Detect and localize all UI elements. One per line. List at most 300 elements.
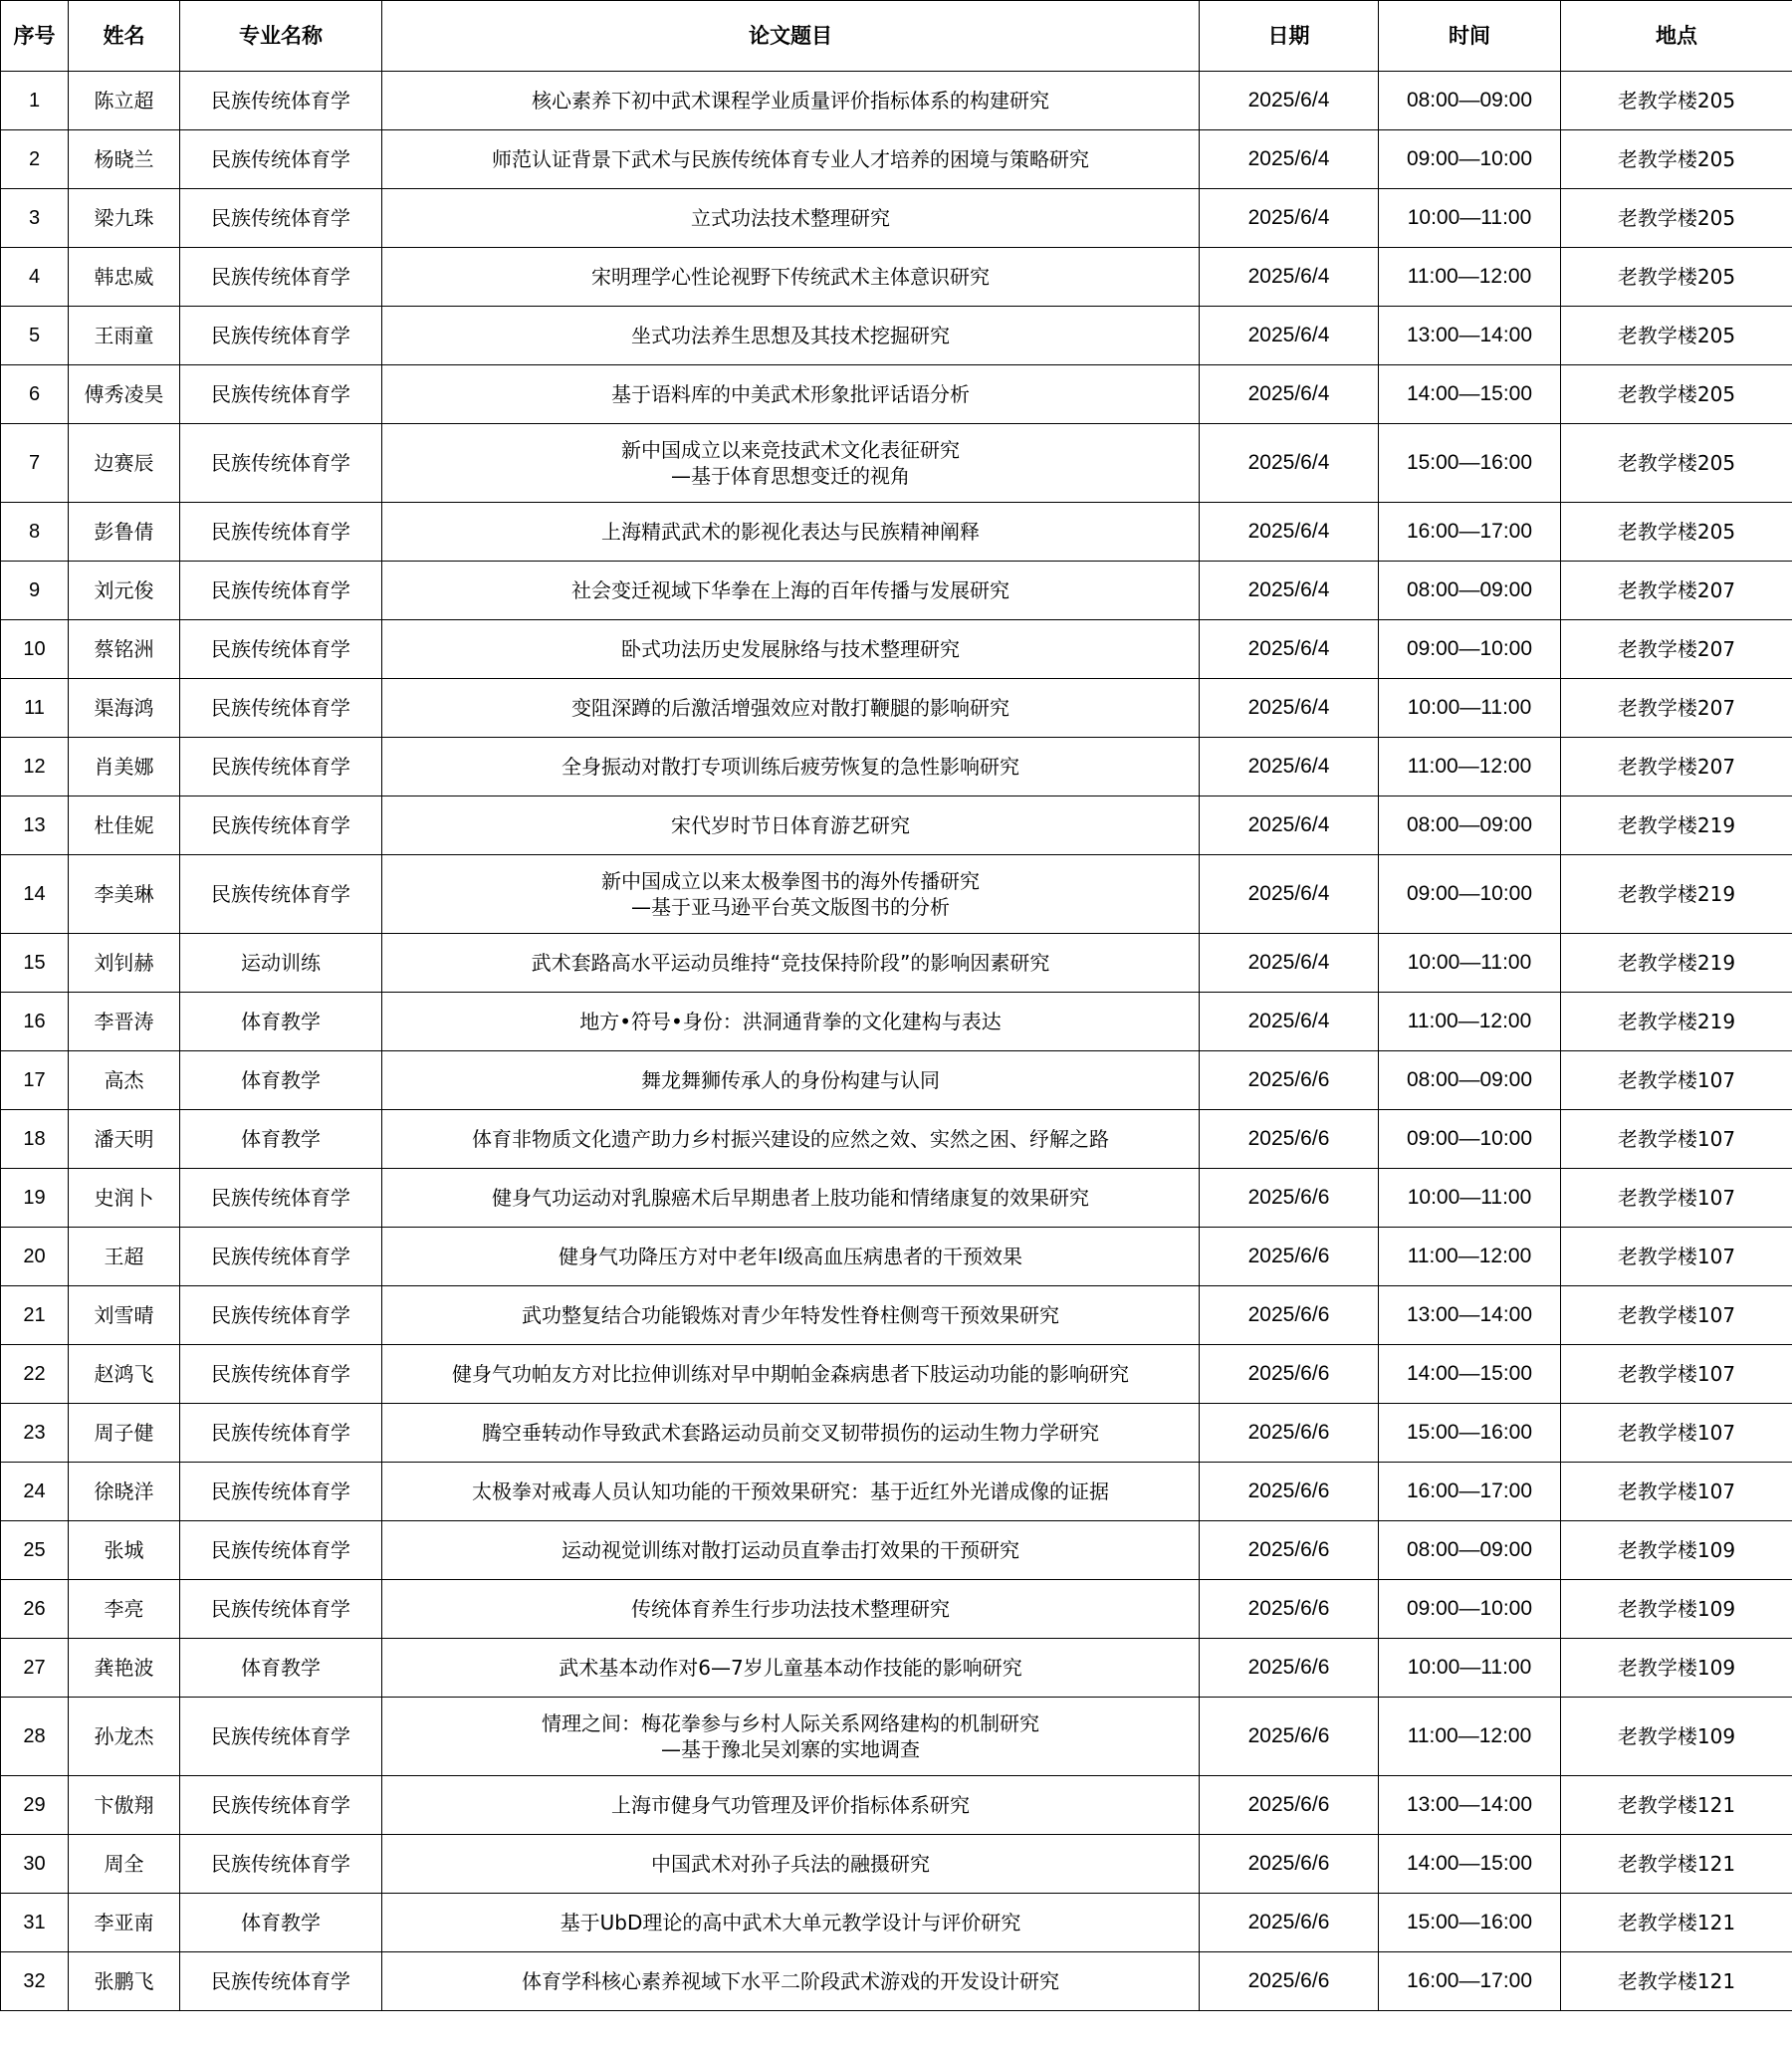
cell-index: 29 (1, 1776, 69, 1835)
cell-name: 刘雪晴 (69, 1286, 180, 1345)
cell-index: 25 (1, 1521, 69, 1580)
thesis-title-line: 社会变迁视域下华拳在上海的百年传播与发展研究 (571, 578, 1009, 602)
cell-date: 2025/6/4 (1200, 248, 1379, 307)
cell-date: 2025/6/4 (1200, 993, 1379, 1051)
header-time: 时间 (1379, 1, 1561, 72)
thesis-title-line: 健身气功运动对乳腺癌术后早期患者上肢功能和情绪康复的效果研究 (492, 1186, 1089, 1210)
cell-major: 民族传统体育学 (180, 1286, 382, 1345)
cell-time: 08:00—09:00 (1379, 562, 1561, 620)
thesis-title-line: 上海市健身气功管理及评价指标体系研究 (611, 1793, 970, 1817)
cell-thesis-title (382, 1952, 1200, 2011)
thesis-title-line: 立式功法技术整理研究 (691, 206, 890, 230)
cell-name: 杨晓兰 (69, 130, 180, 189)
cell-location: 老教学楼107 (1561, 1110, 1792, 1169)
cell-thesis-title (382, 1286, 1200, 1345)
cell-thesis-title (382, 796, 1200, 855)
table-row (1, 855, 1792, 934)
cell-major: 民族传统体育学 (180, 1345, 382, 1404)
cell-thesis-title (382, 503, 1200, 562)
cell-index: 17 (1, 1051, 69, 1110)
thesis-title-line: 全身振动对散打专项训练后疲劳恢复的急性影响研究 (561, 755, 1019, 779)
table-row (1, 738, 1792, 796)
cell-index: 12 (1, 738, 69, 796)
table-row (1, 679, 1792, 738)
table-row (1, 1835, 1792, 1894)
cell-index: 4 (1, 248, 69, 307)
cell-index: 21 (1, 1286, 69, 1345)
cell-time: 10:00—11:00 (1379, 934, 1561, 993)
thesis-title-line: 武术基本动作对6—7岁儿童基本动作技能的影响研究 (559, 1656, 1022, 1680)
cell-time: 13:00—14:00 (1379, 1286, 1561, 1345)
cell-location: 老教学楼207 (1561, 738, 1792, 796)
cell-major: 民族传统体育学 (180, 1776, 382, 1835)
cell-index: 30 (1, 1835, 69, 1894)
cell-index: 7 (1, 424, 69, 503)
cell-name: 梁九珠 (69, 189, 180, 248)
cell-location: 老教学楼121 (1561, 1776, 1792, 1835)
cell-name: 高杰 (69, 1051, 180, 1110)
cell-major: 民族传统体育学 (180, 1521, 382, 1580)
cell-location: 老教学楼107 (1561, 1345, 1792, 1404)
cell-name: 渠海鸿 (69, 679, 180, 738)
cell-name: 徐晓洋 (69, 1463, 180, 1521)
cell-time: 16:00—17:00 (1379, 503, 1561, 562)
cell-location: 老教学楼205 (1561, 130, 1792, 189)
cell-name: 史润卜 (69, 1169, 180, 1228)
cell-time: 08:00—09:00 (1379, 1521, 1561, 1580)
cell-location: 老教学楼219 (1561, 796, 1792, 855)
table-row (1, 307, 1792, 365)
cell-date: 2025/6/6 (1200, 1228, 1379, 1286)
cell-index: 19 (1, 1169, 69, 1228)
cell-date: 2025/6/4 (1200, 738, 1379, 796)
cell-index: 18 (1, 1110, 69, 1169)
cell-date: 2025/6/6 (1200, 1286, 1379, 1345)
cell-thesis-title (382, 1345, 1200, 1404)
cell-time: 13:00—14:00 (1379, 307, 1561, 365)
cell-date: 2025/6/4 (1200, 307, 1379, 365)
cell-name: 李亚南 (69, 1894, 180, 1952)
cell-location: 老教学楼207 (1561, 620, 1792, 679)
thesis-title-line: 基于UbD理论的高中武术大单元教学设计与评价研究 (560, 1911, 1021, 1934)
cell-date: 2025/6/6 (1200, 1345, 1379, 1404)
cell-location: 老教学楼205 (1561, 307, 1792, 365)
thesis-title-line: 宋明理学心性论视野下传统武术主体意识研究 (591, 265, 990, 289)
thesis-title-line: 坐式功法养生思想及其技术挖掘研究 (631, 324, 950, 347)
cell-time: 15:00—16:00 (1379, 1404, 1561, 1463)
cell-thesis-title (382, 738, 1200, 796)
cell-location: 老教学楼219 (1561, 934, 1792, 993)
cell-index: 16 (1, 993, 69, 1051)
cell-thesis-title (382, 1698, 1200, 1776)
cell-date: 2025/6/4 (1200, 130, 1379, 189)
thesis-title-line: 传统体育养生行步功法技术整理研究 (631, 1597, 950, 1621)
cell-location: 老教学楼109 (1561, 1521, 1792, 1580)
cell-location: 老教学楼205 (1561, 503, 1792, 562)
cell-name: 周全 (69, 1835, 180, 1894)
cell-time: 11:00—12:00 (1379, 738, 1561, 796)
header-name: 姓名 (69, 1, 180, 72)
thesis-title-line: 基于语料库的中美武术形象批评话语分析 (611, 382, 970, 406)
cell-location: 老教学楼121 (1561, 1894, 1792, 1952)
cell-name: 刘钊赫 (69, 934, 180, 993)
cell-time: 14:00—15:00 (1379, 365, 1561, 424)
table-row (1, 1345, 1792, 1404)
table-row (1, 424, 1792, 503)
thesis-title-line: 变阻深蹲的后激活增强效应对散打鞭腿的影响研究 (571, 696, 1009, 720)
cell-index: 24 (1, 1463, 69, 1521)
cell-name: 潘天明 (69, 1110, 180, 1169)
cell-name: 韩忠威 (69, 248, 180, 307)
cell-major: 民族传统体育学 (180, 248, 382, 307)
cell-name: 周子健 (69, 1404, 180, 1463)
cell-location: 老教学楼121 (1561, 1835, 1792, 1894)
thesis-title-line: 腾空垂转动作导致武术套路运动员前交叉韧带损伤的运动生物力学研究 (482, 1421, 1099, 1445)
cell-thesis-title (382, 1169, 1200, 1228)
cell-time: 09:00—10:00 (1379, 1580, 1561, 1639)
thesis-title-line: 体育学科核心素养视域下水平二阶段武术游戏的开发设计研究 (522, 1969, 1059, 1993)
cell-thesis-title (382, 1463, 1200, 1521)
cell-thesis-title (382, 1776, 1200, 1835)
cell-name: 李晋涛 (69, 993, 180, 1051)
cell-date: 2025/6/6 (1200, 1835, 1379, 1894)
table-row (1, 503, 1792, 562)
cell-index: 3 (1, 189, 69, 248)
cell-location: 老教学楼205 (1561, 248, 1792, 307)
cell-major: 民族传统体育学 (180, 189, 382, 248)
cell-index: 1 (1, 72, 69, 130)
thesis-title-line: 上海精武武术的影视化表达与民族精神阐释 (601, 520, 980, 544)
cell-date: 2025/6/4 (1200, 855, 1379, 934)
cell-index: 26 (1, 1580, 69, 1639)
table-row (1, 365, 1792, 424)
cell-date: 2025/6/6 (1200, 1952, 1379, 2011)
cell-location: 老教学楼107 (1561, 1286, 1792, 1345)
cell-date: 2025/6/6 (1200, 1521, 1379, 1580)
cell-name: 边赛辰 (69, 424, 180, 503)
cell-location: 老教学楼109 (1561, 1698, 1792, 1776)
thesis-title-line: 新中国成立以来竞技武术文化表征研究 (621, 438, 960, 462)
cell-name: 肖美娜 (69, 738, 180, 796)
cell-thesis-title (382, 1580, 1200, 1639)
cell-time: 08:00—09:00 (1379, 72, 1561, 130)
table-row (1, 1051, 1792, 1110)
cell-date: 2025/6/4 (1200, 679, 1379, 738)
cell-location: 老教学楼107 (1561, 1463, 1792, 1521)
cell-time: 11:00—12:00 (1379, 1228, 1561, 1286)
cell-thesis-title (382, 1639, 1200, 1698)
cell-time: 10:00—11:00 (1379, 1639, 1561, 1698)
header-major: 专业名称 (180, 1, 382, 72)
cell-index: 23 (1, 1404, 69, 1463)
cell-name: 杜佳妮 (69, 796, 180, 855)
cell-major: 民族传统体育学 (180, 1835, 382, 1894)
cell-major: 民族传统体育学 (180, 1463, 382, 1521)
table-row (1, 248, 1792, 307)
cell-index: 27 (1, 1639, 69, 1698)
cell-date: 2025/6/4 (1200, 189, 1379, 248)
cell-name: 张城 (69, 1521, 180, 1580)
cell-time: 09:00—10:00 (1379, 855, 1561, 934)
cell-location: 老教学楼109 (1561, 1580, 1792, 1639)
table-row (1, 1639, 1792, 1698)
cell-time: 10:00—11:00 (1379, 1169, 1561, 1228)
cell-time: 11:00—12:00 (1379, 993, 1561, 1051)
cell-major: 民族传统体育学 (180, 424, 382, 503)
cell-index: 13 (1, 796, 69, 855)
cell-name: 王超 (69, 1228, 180, 1286)
cell-time: 16:00—17:00 (1379, 1463, 1561, 1521)
cell-major: 体育教学 (180, 1894, 382, 1952)
cell-date: 2025/6/4 (1200, 796, 1379, 855)
cell-thesis-title (382, 130, 1200, 189)
cell-major: 民族传统体育学 (180, 1228, 382, 1286)
cell-time: 15:00—16:00 (1379, 424, 1561, 503)
cell-location: 老教学楼107 (1561, 1169, 1792, 1228)
cell-location: 老教学楼205 (1561, 189, 1792, 248)
cell-major: 运动训练 (180, 934, 382, 993)
table-row (1, 1952, 1792, 2011)
cell-date: 2025/6/6 (1200, 1776, 1379, 1835)
cell-name: 彭鲁倩 (69, 503, 180, 562)
cell-time: 14:00—15:00 (1379, 1345, 1561, 1404)
cell-index: 2 (1, 130, 69, 189)
cell-name: 龚艳波 (69, 1639, 180, 1698)
cell-major: 体育教学 (180, 1639, 382, 1698)
cell-major: 民族传统体育学 (180, 307, 382, 365)
cell-location: 老教学楼219 (1561, 855, 1792, 934)
thesis-title-line: 卧式功法历史发展脉络与技术整理研究 (621, 637, 960, 661)
cell-date: 2025/6/6 (1200, 1051, 1379, 1110)
cell-index: 9 (1, 562, 69, 620)
cell-major: 民族传统体育学 (180, 503, 382, 562)
cell-date: 2025/6/6 (1200, 1698, 1379, 1776)
cell-date: 2025/6/4 (1200, 424, 1379, 503)
cell-date: 2025/6/6 (1200, 1463, 1379, 1521)
cell-time: 08:00—09:00 (1379, 1051, 1561, 1110)
cell-thesis-title (382, 993, 1200, 1051)
cell-name: 蔡铭洲 (69, 620, 180, 679)
cell-time: 09:00—10:00 (1379, 1110, 1561, 1169)
cell-index: 14 (1, 855, 69, 934)
cell-time: 09:00—10:00 (1379, 130, 1561, 189)
cell-date: 2025/6/6 (1200, 1580, 1379, 1639)
cell-name: 傅秀凌昊 (69, 365, 180, 424)
cell-thesis-title (382, 1110, 1200, 1169)
cell-major: 民族传统体育学 (180, 738, 382, 796)
cell-time: 10:00—11:00 (1379, 679, 1561, 738)
thesis-title-line: 运动视觉训练对散打运动员直拳击打效果的干预研究 (561, 1538, 1019, 1562)
cell-major: 民族传统体育学 (180, 72, 382, 130)
cell-index: 8 (1, 503, 69, 562)
cell-thesis-title (382, 620, 1200, 679)
cell-date: 2025/6/4 (1200, 503, 1379, 562)
thesis-title-line: 体育非物质文化遗产助力乡村振兴建设的应然之效、实然之困、纾解之路 (472, 1127, 1109, 1151)
table-row (1, 1580, 1792, 1639)
cell-location: 老教学楼107 (1561, 1051, 1792, 1110)
cell-major: 民族传统体育学 (180, 1952, 382, 2011)
cell-major: 民族传统体育学 (180, 679, 382, 738)
cell-index: 28 (1, 1698, 69, 1776)
cell-major: 体育教学 (180, 1110, 382, 1169)
cell-thesis-title (382, 855, 1200, 934)
cell-name: 李亮 (69, 1580, 180, 1639)
table-row (1, 620, 1792, 679)
cell-major: 民族传统体育学 (180, 562, 382, 620)
table-row (1, 189, 1792, 248)
cell-date: 2025/6/6 (1200, 1110, 1379, 1169)
cell-name: 刘元俊 (69, 562, 180, 620)
table-row (1, 130, 1792, 189)
cell-time: 11:00—12:00 (1379, 1698, 1561, 1776)
header-location: 地点 (1561, 1, 1792, 72)
table-row (1, 1776, 1792, 1835)
cell-date: 2025/6/4 (1200, 934, 1379, 993)
cell-name: 王雨童 (69, 307, 180, 365)
thesis-title-line: 健身气功降压方对中老年Ⅰ级高血压病患者的干预效果 (559, 1245, 1022, 1268)
table-row (1, 1521, 1792, 1580)
cell-time: 14:00—15:00 (1379, 1835, 1561, 1894)
table-body (1, 72, 1792, 2011)
cell-time: 09:00—10:00 (1379, 620, 1561, 679)
table-row (1, 796, 1792, 855)
cell-date: 2025/6/6 (1200, 1404, 1379, 1463)
cell-index: 10 (1, 620, 69, 679)
thesis-title-line: 太极拳对戒毒人员认知功能的干预效果研究：基于近红外光谱成像的证据 (472, 1479, 1109, 1503)
cell-location: 老教学楼207 (1561, 562, 1792, 620)
cell-major: 民族传统体育学 (180, 1698, 382, 1776)
thesis-title-line: 武功整复结合功能锻炼对青少年特发性脊柱侧弯干预效果研究 (522, 1303, 1059, 1327)
cell-major: 民族传统体育学 (180, 130, 382, 189)
cell-thesis-title (382, 679, 1200, 738)
cell-index: 5 (1, 307, 69, 365)
cell-major: 民族传统体育学 (180, 1169, 382, 1228)
thesis-title-line: 师范认证背景下武术与民族传统体育专业人才培养的困境与策略研究 (492, 147, 1089, 171)
cell-location: 老教学楼205 (1561, 424, 1792, 503)
cell-location: 老教学楼109 (1561, 1639, 1792, 1698)
cell-thesis-title (382, 1404, 1200, 1463)
cell-name: 李美琳 (69, 855, 180, 934)
table-row (1, 1698, 1792, 1776)
cell-name: 张鹏飞 (69, 1952, 180, 2011)
cell-name: 孙龙杰 (69, 1698, 180, 1776)
header-row (1, 1, 1792, 72)
header-date: 日期 (1200, 1, 1379, 72)
table-row (1, 562, 1792, 620)
cell-thesis-title (382, 562, 1200, 620)
cell-thesis-title (382, 1835, 1200, 1894)
table-row (1, 72, 1792, 130)
cell-thesis-title (382, 248, 1200, 307)
cell-location: 老教学楼107 (1561, 1228, 1792, 1286)
cell-major: 民族传统体育学 (180, 855, 382, 934)
cell-time: 13:00—14:00 (1379, 1776, 1561, 1835)
cell-major: 民族传统体育学 (180, 620, 382, 679)
cell-location: 老教学楼107 (1561, 1404, 1792, 1463)
cell-location: 老教学楼219 (1561, 993, 1792, 1051)
cell-time: 15:00—16:00 (1379, 1894, 1561, 1952)
cell-thesis-title (382, 1051, 1200, 1110)
thesis-title-line: 宋代岁时节日体育游艺研究 (671, 813, 910, 837)
table-row (1, 1894, 1792, 1952)
header-index: 序号 (1, 1, 69, 72)
cell-location: 老教学楼205 (1561, 365, 1792, 424)
table-row (1, 1286, 1792, 1345)
header-thesis-title: 论文题目 (382, 1, 1200, 72)
cell-major: 体育教学 (180, 993, 382, 1051)
cell-name: 陈立超 (69, 72, 180, 130)
cell-date: 2025/6/6 (1200, 1639, 1379, 1698)
cell-index: 11 (1, 679, 69, 738)
cell-date: 2025/6/6 (1200, 1894, 1379, 1952)
cell-major: 民族传统体育学 (180, 796, 382, 855)
cell-thesis-title (382, 365, 1200, 424)
cell-index: 22 (1, 1345, 69, 1404)
thesis-title-line: 新中国成立以来太极拳图书的海外传播研究 (601, 869, 980, 893)
table-row (1, 1169, 1792, 1228)
cell-thesis-title (382, 1894, 1200, 1952)
thesis-title-line: 地方•符号•身份：洪洞通背拳的文化建构与表达 (579, 1010, 1002, 1033)
cell-date: 2025/6/4 (1200, 562, 1379, 620)
cell-time: 10:00—11:00 (1379, 189, 1561, 248)
table-row (1, 1110, 1792, 1169)
table-row (1, 934, 1792, 993)
cell-thesis-title (382, 424, 1200, 503)
thesis-title-line: 核心素养下初中武术课程学业质量评价指标体系的构建研究 (532, 89, 1049, 113)
cell-thesis-title (382, 189, 1200, 248)
cell-date: 2025/6/6 (1200, 1169, 1379, 1228)
cell-index: 20 (1, 1228, 69, 1286)
thesis-title-line: —基于豫北吴刘寨的实地调查 (661, 1737, 920, 1761)
cell-index: 6 (1, 365, 69, 424)
cell-location: 老教学楼121 (1561, 1952, 1792, 2011)
cell-date: 2025/6/4 (1200, 620, 1379, 679)
cell-index: 32 (1, 1952, 69, 2011)
cell-major: 体育教学 (180, 1051, 382, 1110)
cell-major: 民族传统体育学 (180, 1404, 382, 1463)
cell-thesis-title (382, 1521, 1200, 1580)
thesis-title-line: —基于体育思想变迁的视角 (671, 464, 910, 488)
cell-time: 08:00—09:00 (1379, 796, 1561, 855)
cell-location: 老教学楼205 (1561, 72, 1792, 130)
cell-location: 老教学楼207 (1561, 679, 1792, 738)
cell-time: 11:00—12:00 (1379, 248, 1561, 307)
thesis-title-line: —基于亚马逊平台英文版图书的分析 (631, 895, 950, 919)
thesis-title-line: 情理之间：梅花拳参与乡村人际关系网络建构的机制研究 (542, 1711, 1039, 1735)
thesis-title-line: 武术套路高水平运动员维持“竞技保持阶段”的影响因素研究 (531, 951, 1050, 975)
cell-index: 31 (1, 1894, 69, 1952)
table-row (1, 993, 1792, 1051)
cell-index: 15 (1, 934, 69, 993)
cell-date: 2025/6/4 (1200, 365, 1379, 424)
thesis-title-line: 舞龙舞狮传承人的身份构建与认同 (641, 1068, 940, 1092)
cell-thesis-title (382, 307, 1200, 365)
thesis-title-line: 中国武术对孙子兵法的融摄研究 (651, 1852, 930, 1876)
cell-major: 民族传统体育学 (180, 1580, 382, 1639)
cell-major: 民族传统体育学 (180, 365, 382, 424)
table-row (1, 1228, 1792, 1286)
thesis-title-line: 健身气功帕友方对比拉伸训练对早中期帕金森病患者下肢运动功能的影响研究 (452, 1362, 1129, 1386)
table-row (1, 1404, 1792, 1463)
cell-date: 2025/6/4 (1200, 72, 1379, 130)
cell-thesis-title (382, 72, 1200, 130)
cell-time: 16:00—17:00 (1379, 1952, 1561, 2011)
cell-name: 卞傲翔 (69, 1776, 180, 1835)
cell-thesis-title (382, 1228, 1200, 1286)
cell-name: 赵鸿飞 (69, 1345, 180, 1404)
table-row (1, 1463, 1792, 1521)
cell-thesis-title (382, 934, 1200, 993)
